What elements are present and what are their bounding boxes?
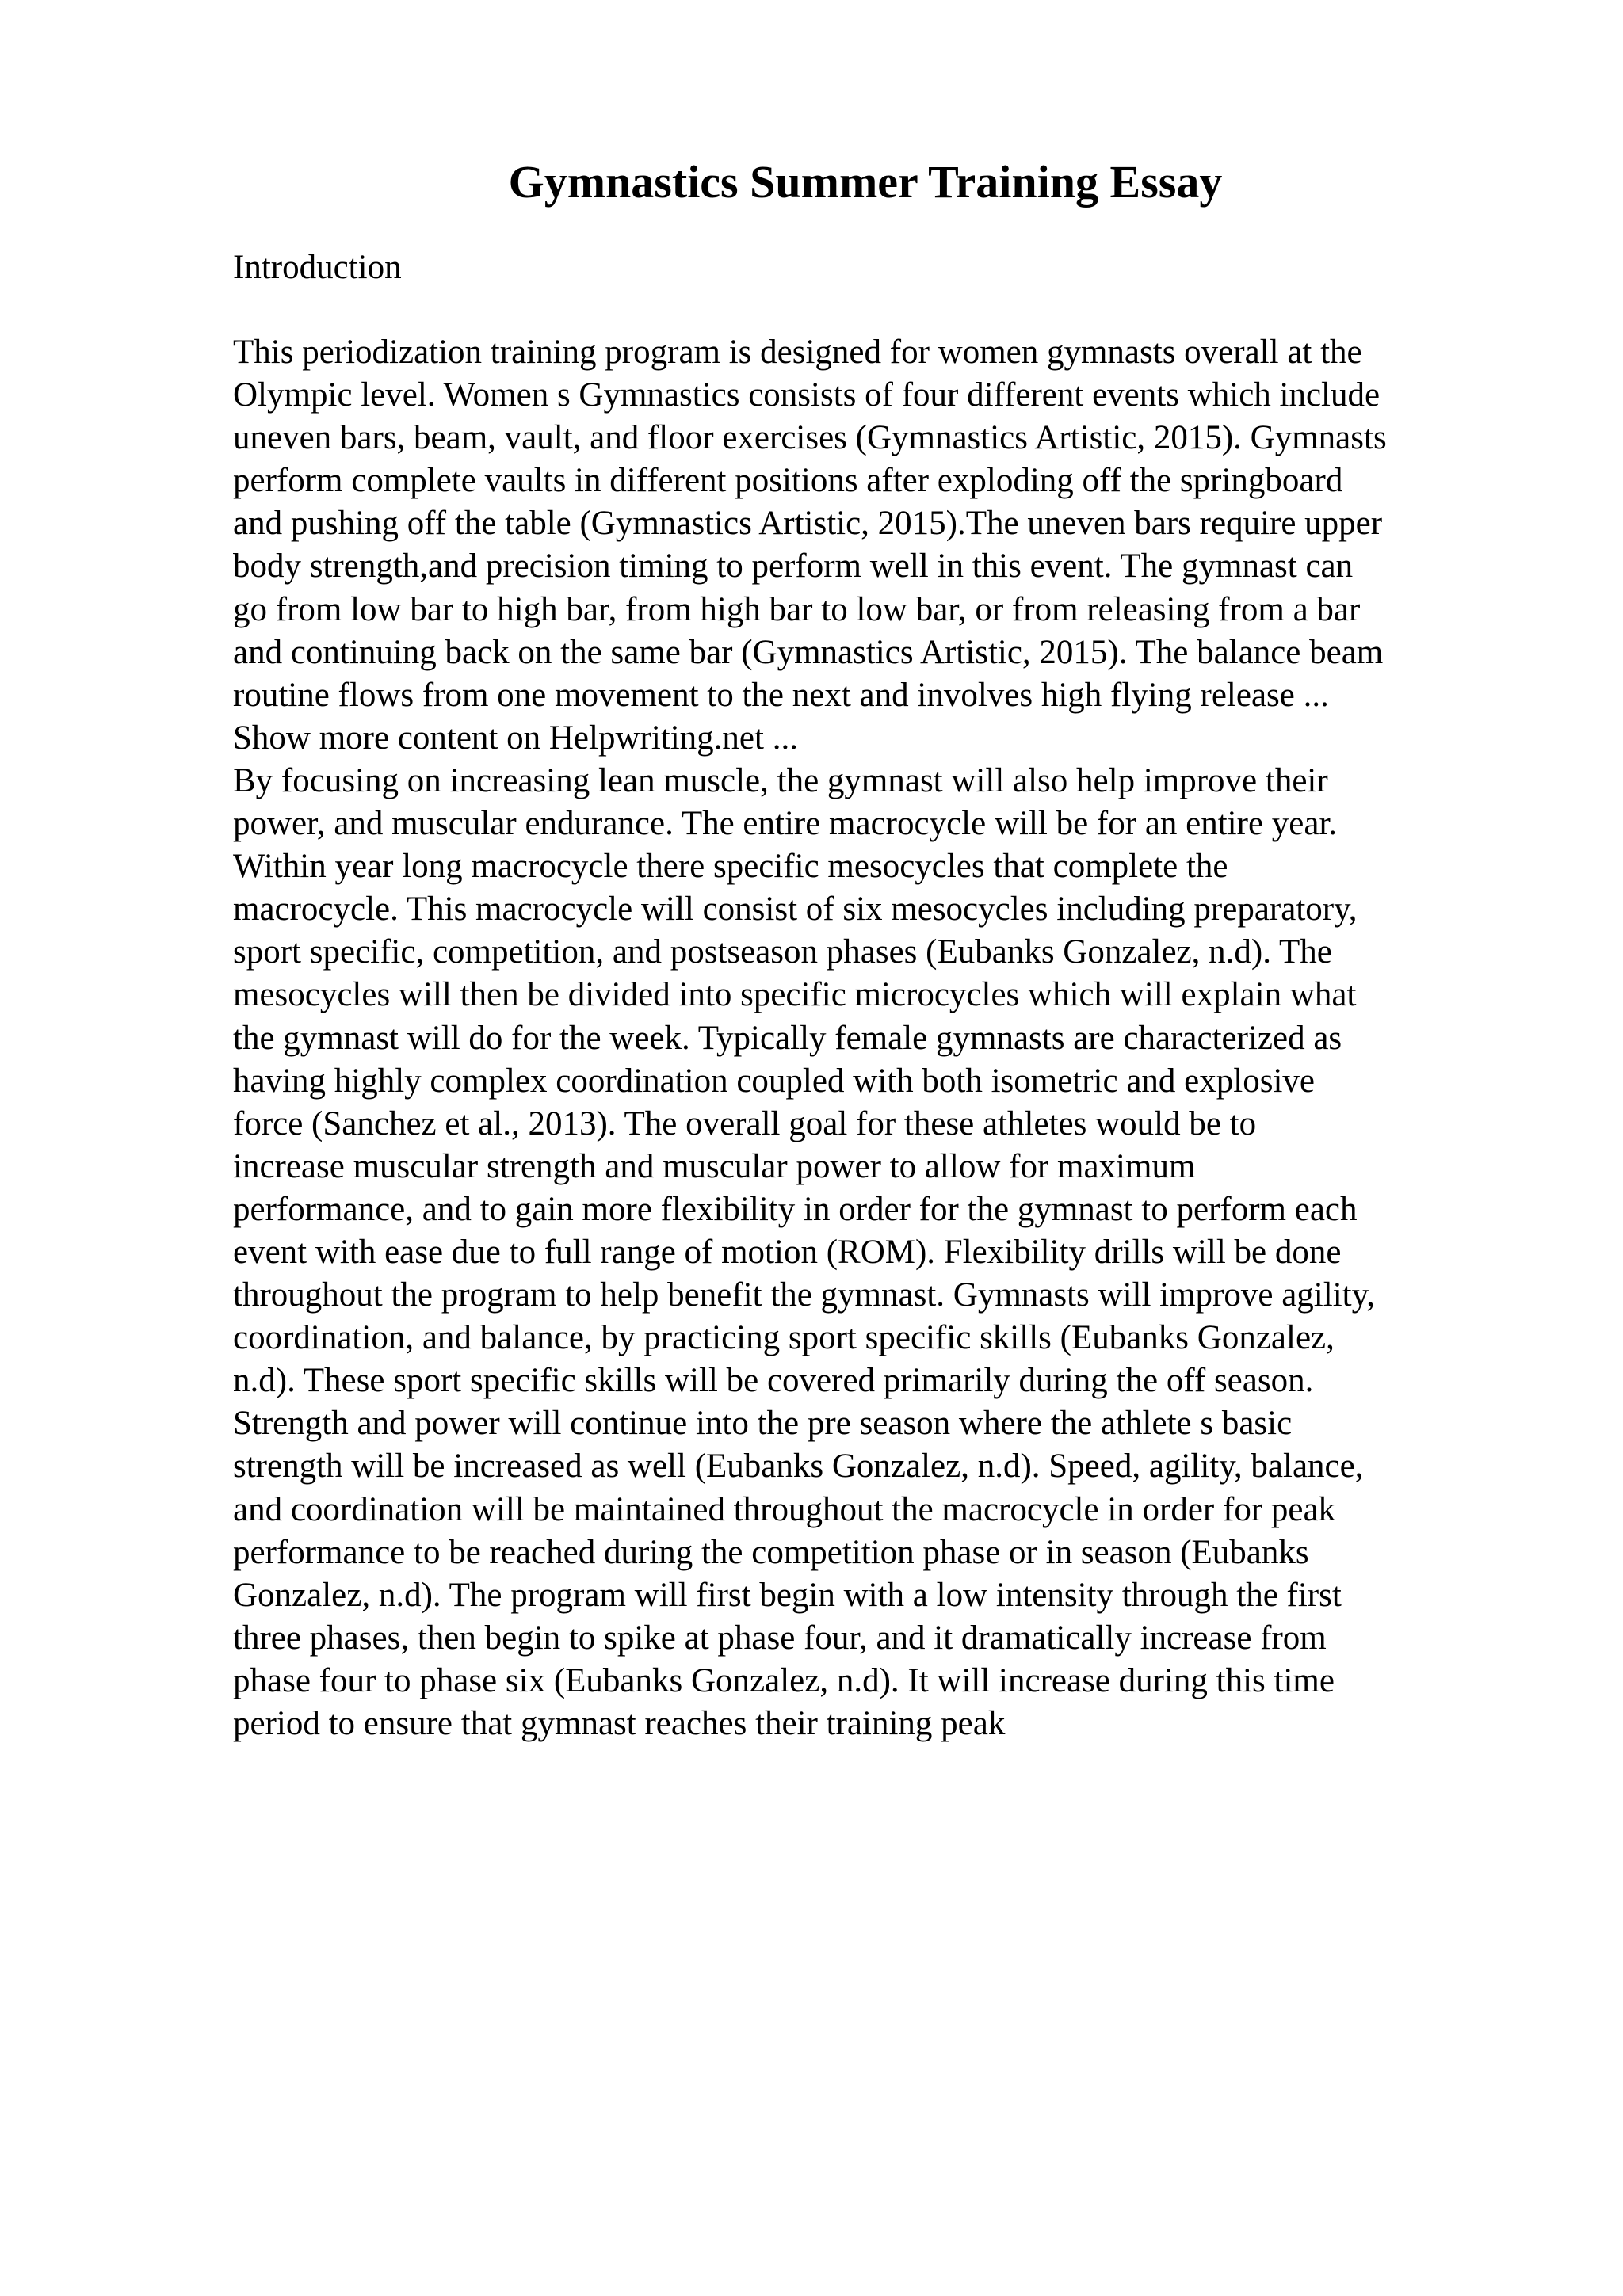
- body-line: throughout the program to help benefit the gymnast. Gymnasts will improve agility,: [233, 1276, 1376, 1314]
- body-line: the gymnast will do for the week. Typically female gymnasts are characterized as: [233, 1019, 1342, 1057]
- body-line: routine flows from one movement to the next and involves high flying release ...: [233, 676, 1329, 714]
- body-line: increase muscular strength and muscular power to allow for maximum: [233, 1147, 1196, 1185]
- body-line: Olympic level. Women s Gymnastics consists of four different events which include: [233, 376, 1381, 414]
- body-line: three phases, then begin to spike at phase four, and it dramatically increase from: [233, 1619, 1327, 1657]
- body-line: perform complete vaults in different positions after exploding off the springboard: [233, 462, 1343, 500]
- body-line: strength will be increased as well (Eubanks Gonzalez, n.d). Speed, agility, balance,: [233, 1447, 1364, 1486]
- body-line: n.d). These sport specific skills will be covered primarily during the off season.: [233, 1362, 1314, 1400]
- body-line: having highly complex coordination coupled with both isometric and explosive: [233, 1062, 1315, 1100]
- body-line: coordination, and balance, by practicing sport specific skills (Eubanks Gonzalez,: [233, 1319, 1335, 1357]
- body-line: macrocycle. This macrocycle will consist of six mesocycles including preparatory,: [233, 891, 1358, 929]
- body-line: and pushing off the table (Gymnastics Artistic, 2015).The uneven bars require upper: [233, 505, 1383, 543]
- body-line: go from low bar to high bar, from high bar to low bar, or from releasing from a bar: [233, 590, 1361, 628]
- section-heading: Introduction: [233, 249, 402, 286]
- show-more-link[interactable]: Show more content on Helpwriting.net ...: [233, 719, 798, 757]
- body-line: Gonzalez, n.d). The program will first begin with a low intensity through the first: [233, 1576, 1342, 1614]
- body-line: performance, and to gain more flexibility in order for the gymnast to perform each: [233, 1190, 1358, 1228]
- essay-body: [233, 331, 1596, 1745]
- body-line: Within year long macrocycle there specific mesocycles that complete the: [233, 848, 1228, 886]
- body-line: phase four to phase six (Eubanks Gonzalez, n.d). It will increase during this time: [233, 1661, 1335, 1699]
- body-line: power, and muscular endurance. The entire macrocycle will be for an entire year.: [233, 805, 1338, 843]
- body-line: mesocycles will then be divided into specific microcycles which will explain what: [233, 976, 1357, 1014]
- body-line: period to ensure that gymnast reaches their training peak: [233, 1705, 1006, 1742]
- body-line: This periodization training program is designed for women gymnasts overall at the: [233, 334, 1362, 371]
- body-line: force (Sanchez et al., 2013). The overall goal for these athletes would be to: [233, 1104, 1257, 1142]
- body-line: uneven bars, beam, vault, and floor exercises (Gymnastics Artistic, 2015). Gymnasts: [233, 419, 1387, 457]
- body-line: performance to be reached during the competition phase or in season (Eubanks: [233, 1533, 1309, 1571]
- body-line: By focusing on increasing lean muscle, the gymnast will also help improve their: [233, 761, 1328, 799]
- body-line: and coordination will be maintained throughout the macrocycle in order for peak: [233, 1490, 1336, 1528]
- document-title: Gymnastics Summer Training Essay: [508, 156, 1223, 208]
- body-line: Strength and power will continue into the pre season where the athlete s basic: [233, 1405, 1293, 1443]
- body-line: and continuing back on the same bar (Gymnastics Artistic, 2015). The balance beam: [233, 633, 1384, 671]
- body-line: sport specific, competition, and postseason phases (Eubanks Gonzalez, n.d). The: [233, 933, 1332, 971]
- body-line: body strength,and precision timing to perform well in this event. The gymnast can: [233, 547, 1354, 585]
- body-line: event with ease due to full range of motion (ROM). Flexibility drills will be done: [233, 1233, 1342, 1271]
